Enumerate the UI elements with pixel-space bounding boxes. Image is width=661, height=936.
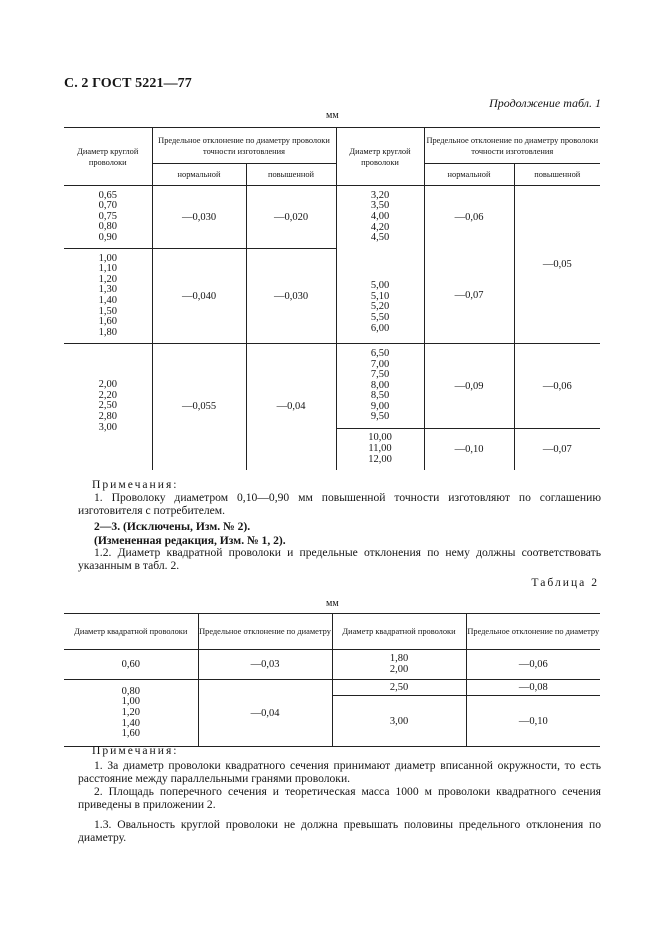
notes2-item2: 2. Площадь поперечного сечения и теоретическая масса 1000 м проволоки квадратного сечения приведены в приложении 2. (78, 785, 601, 811)
notes1-title: Примечания: (92, 478, 179, 491)
t1-right-increased-3: —0,06 (514, 344, 600, 429)
t1-right-normal-4: —0,10 (424, 429, 514, 470)
t2-left-deviation-2: —0,04 (198, 680, 332, 747)
page-header: С. 2 ГОСТ 5221—77 (64, 76, 192, 91)
t1-header-normal-left: нормальной (152, 164, 246, 186)
t2-left-deviation-1: —0,03 (198, 650, 332, 680)
t1-left-diameters-3: 2,00 2,20 2,50 2,80 3,00 (64, 344, 152, 470)
t2-right-diameters-1: 1,80 2,00 (332, 650, 466, 680)
t2-header-deviation-left: Предельное отклонение по диаметру (198, 614, 332, 650)
t1-left-increased-1: —0,020 (246, 186, 336, 249)
notes2-title: Примечания: (92, 744, 179, 757)
t1-left-increased-3: —0,04 (246, 344, 336, 470)
notes2-item1: 1. За диаметр проволоки квадратного сечения принимают диаметр вписанной окружности, то есть расстояние между параллельными гранями проволоки. (78, 759, 601, 785)
table-continuation-label: Продолжение табл. 1 (489, 96, 601, 110)
t2-right-diameters-2: 2,50 (332, 680, 466, 696)
t1-right-normal-3: —0,09 (424, 344, 514, 429)
table1-unit: мм (326, 110, 339, 121)
paragraph-1-2: 1.2. Диаметр квадратной проволоки и предельные отклонения по нему должны соответствовать указанным в табл. 2. (78, 546, 601, 572)
t2-left-diameters-1: 0,60 (64, 650, 198, 680)
t1-header-deviation-left: Предельное отклонение по диаметру проволоки точности изготовления (152, 128, 336, 164)
notes1-item1: 1. Проволоку диаметром 0,10—0,90 мм повышенной точности изготовляют по соглашению изготовителя с потребителем. (78, 491, 601, 517)
t1-left-increased-2: —0,030 (246, 249, 336, 344)
t2-header-diameter-right: Диаметр квадратной проволоки (332, 614, 466, 650)
t1-right-diameters-2: 5,00 5,10 5,20 5,50 6,00 (336, 249, 424, 344)
t1-right-diameters-1: 3,20 3,50 4,00 4,20 4,50 (336, 186, 424, 249)
t1-left-diameters-2: 1,00 1,10 1,20 1,30 1,40 1,50 1,60 1,80 (64, 249, 152, 344)
t1-header-diameter-left: Диаметр круглой проволоки (64, 128, 152, 186)
t2-header-diameter-left: Диаметр квадратной проволоки (64, 614, 198, 650)
t1-right-increased-shared: —0,05 (542, 259, 572, 270)
t2-right-deviation-3: —0,10 (518, 715, 548, 727)
t1-left-diameters-1: 0,65 0,70 0,75 0,80 0,90 (64, 186, 152, 249)
t1-left-normal-3: —0,055 (152, 344, 246, 470)
t1-right-diameters-3: 6,50 7,00 7,50 8,00 8,50 9,00 9,50 (336, 344, 424, 429)
t2-left-diameters-2: 0,80 1,00 1,20 1,40 1,60 (64, 680, 198, 747)
t2-right-deviation-2: —0,08 (466, 680, 600, 696)
table2-unit: мм (326, 598, 339, 609)
t1-left-normal-2: —0,040 (152, 249, 246, 344)
t1-right-normal-2: —0,07 (424, 249, 514, 344)
t1-header-increased-left: повышенной (246, 164, 336, 186)
t1-header-normal-right: нормальной (424, 164, 514, 186)
t1-header-increased-right: повышенной (514, 164, 600, 186)
t1-header-deviation-right: Предельное отклонение по диаметру проволоки точности изготовления (424, 128, 600, 164)
paragraph-1-3: 1.3. Овальность круглой проволоки не должна превышать половины предельного отклонения по диаметру. (78, 818, 601, 844)
table2 (64, 613, 600, 747)
t2-right-diameters-3: 3,00 (332, 696, 466, 747)
section-excluded: 2—3. (Исключены, Изм. № 2). (94, 520, 251, 533)
t1-right-diameters-4: 10,00 11,00 12,00 (336, 429, 424, 470)
t1-header-diameter-right: Диаметр круглой проволоки (336, 128, 424, 186)
t1-right-normal-1: —0,06 (424, 186, 514, 249)
t2-header-deviation-right: Предельное отклонение по диаметру (466, 614, 600, 650)
section-revision: (Измененная редакция, Изм. № 1, 2). (94, 534, 286, 547)
table2-label: Таблица 2 (531, 576, 599, 589)
t1-left-normal-1: —0,030 (152, 186, 246, 249)
table1 (64, 127, 600, 470)
t1-right-increased-4: —0,07 (514, 429, 600, 470)
t2-right-deviation-1: —0,06 (518, 659, 548, 670)
